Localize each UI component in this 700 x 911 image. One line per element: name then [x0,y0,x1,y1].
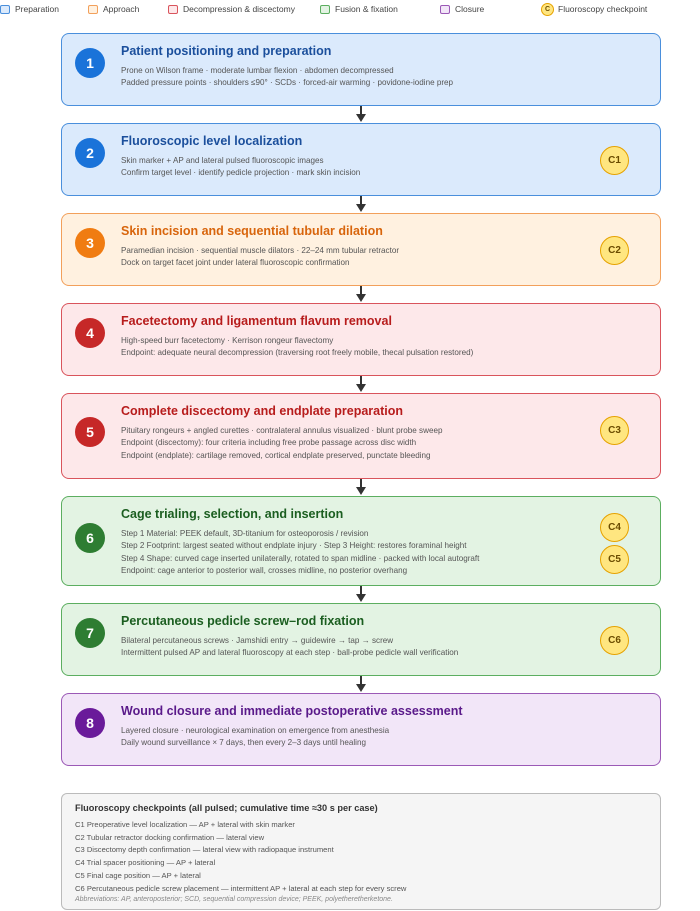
step-number-badge: 5 [75,417,105,447]
checkpoint-summary-item: C2 Tubular retractor docking confirmation — lateral view [75,832,265,842]
legend-swatch-closure [440,5,450,14]
flow-arrow-line [360,106,362,114]
legend-swatch-decompression [168,5,178,14]
checkpoint-summary-box [61,793,661,910]
flow-arrow-head [356,684,366,692]
step-7-box [61,603,661,676]
step-number-badge: 7 [75,618,105,648]
flow-arrow-head [356,487,366,495]
flow-arrow-line [360,196,362,204]
checkpoint-badge-c4: C4 [600,513,629,542]
step-detail-line: Bilateral percutaneous screws · Jamshidi entry → guidewire → tap → screw [121,636,394,645]
flow-arrow-line [360,479,362,487]
legend-label-fusion: Fusion & fixation [335,4,398,14]
step-details [121,528,479,577]
legend-item-approach [88,2,139,16]
legend-label-preparation: Preparation [15,4,59,14]
step-number-badge: 3 [75,228,105,258]
step-detail-line: Daily wound surveillance × 7 days, then every 2–3 days until healing [121,738,366,748]
step-1-box [61,33,661,106]
flow-arrow-line [360,586,362,594]
step-6-box [61,496,661,586]
flow-arrow-head [356,384,366,392]
step-title: Fluoroscopic level localization [121,134,303,148]
step-details [121,425,442,462]
checkpoint-summary-item: C6 Percutaneous pedicle screw placement — intermittent AP + lateral at each step for every screw [75,883,407,893]
step-title: Wound closure and immediate postoperative assessment [121,704,463,718]
flow-arrow-line [360,676,362,684]
step-detail-line: High-speed burr facetectomy · Kerrison rongeur flavectomy [121,336,334,345]
legend-label-closure: Closure [455,4,485,14]
checkpoint-badge-c2: C2 [600,236,629,265]
step-title: Skin incision and sequential tubular dilation [121,224,383,238]
step-number-badge: 8 [75,708,105,738]
step-title: Patient positioning and preparation [121,44,332,58]
legend-label-checkpoint: Fluoroscopy checkpoint [558,4,648,14]
flow-arrow-head [356,204,366,212]
step-4-box [61,303,661,376]
step-detail-line: Pituitary rongeurs + angled curettes · contralateral annulus visualized · blunt probe sweep [121,426,443,435]
step-title: Percutaneous pedicle screw–rod fixation [121,614,365,628]
flow-arrow-line [360,286,362,294]
checkpoint-summary-title: Fluoroscopy checkpoints (all pulsed; cumulative time ≈30 s per case) [75,803,378,813]
step-details [121,725,389,750]
step-2-box [61,123,661,196]
step-title: Complete discectomy and endplate preparation [121,404,404,418]
step-detail-line: Skin marker + AP and lateral pulsed fluoroscopic images [121,156,324,165]
legend-swatch-fusion [320,5,330,14]
step-detail-line: Step 2 Footprint: largest seated without endplate injury · Step 3 Height: restores foraminal height [121,541,467,551]
flow-arrow-line [360,376,362,384]
step-details [121,335,473,360]
step-detail-line: Endpoint: adequate neural decompression (traversing root freely mobile, thecal pulsation restored) [121,348,474,358]
step-details [121,65,453,90]
legend-swatch-approach [88,5,98,14]
step-8-box [61,693,661,766]
step-details [121,635,458,660]
step-3-box [61,213,661,286]
abbreviations-note: Abbreviations: AP, anteroposterior; SCD, sequential compression device; PEEK, polyetheretherketone. [75,896,393,903]
legend-item-fusion [320,2,398,16]
legend-item-checkpoint [541,2,647,16]
flow-arrow-head [356,114,366,122]
step-detail-line: Confirm target level · identify pedicle projection · mark skin incision [121,168,361,178]
step-detail-line: Prone on Wilson frame · moderate lumbar flexion · abdomen decompressed [121,66,394,75]
flow-arrow-head [356,594,366,602]
legend-item-decompression [168,2,295,16]
step-detail-line: Intermittent pulsed AP and lateral fluoroscopy at each step · ball-probe pedicle wall verification [121,648,459,658]
legend [0,2,700,18]
step-details [121,245,399,270]
flow-arrow-head [356,294,366,302]
checkpoint-icon: C [541,3,554,16]
step-detail-line: Step 1 Material: PEEK default, 3D-titanium for osteoporosis / revision [121,529,369,538]
step-detail-line: Endpoint: cage anterior to posterior wall, crosses midline, no posterior overhang [121,565,408,575]
step-detail-line: Step 4 Shape: curved cage inserted unilaterally, rotated to span midline · packed with local autograft [121,553,480,563]
checkpoint-badge-c6: C6 [600,626,629,655]
legend-swatch-preparation [0,5,10,14]
step-details [121,155,360,180]
legend-label-approach: Approach [103,4,140,14]
checkpoint-summary-item: C5 Final cage position — AP + lateral [75,870,201,880]
legend-item-closure [440,2,484,16]
step-detail-line: Paramedian incision · sequential muscle dilators · 22–24 mm tubular retractor [121,246,400,255]
checkpoint-summary-item: C3 Discectomy depth confirmation — lateral view with radiopaque instrument [75,845,334,855]
step-detail-line: Endpoint (discectomy): four criteria including free probe passage across disc width [121,438,417,448]
step-detail-line: Layered closure · neurological examination on emergence from anesthesia [121,726,390,735]
step-detail-line: Endpoint (endplate): cartilage removed, cortical endplate preserved, punctate bleeding [121,450,431,460]
step-number-badge: 1 [75,48,105,78]
step-number-badge: 2 [75,138,105,168]
step-5-box [61,393,661,479]
legend-label-decompression: Decompression & discectomy [183,4,295,14]
step-title: Cage trialing, selection, and insertion [121,507,344,521]
checkpoint-summary-item: C4 Trial spacer positioning — AP + lateral [75,858,216,868]
legend-item-preparation [0,2,59,16]
checkpoint-badge-c1: C1 [600,146,629,175]
step-detail-line: Padded pressure points · shoulders ≤90° · SCDs · forced-air warming · povidone-iodine prep [121,78,454,88]
step-title: Facetectomy and ligamentum flavum removal [121,314,392,328]
checkpoint-badge-c3: C3 [600,416,629,445]
step-detail-line: Dock on target facet joint under lateral fluoroscopic confirmation [121,258,350,268]
checkpoint-summary-item: C1 Preoperative level localization — AP + lateral with skin marker [75,820,295,829]
checkpoint-summary-list [75,819,406,895]
step-number-badge: 4 [75,318,105,348]
checkpoint-badge-c5: C5 [600,545,629,574]
step-number-badge: 6 [75,523,105,553]
